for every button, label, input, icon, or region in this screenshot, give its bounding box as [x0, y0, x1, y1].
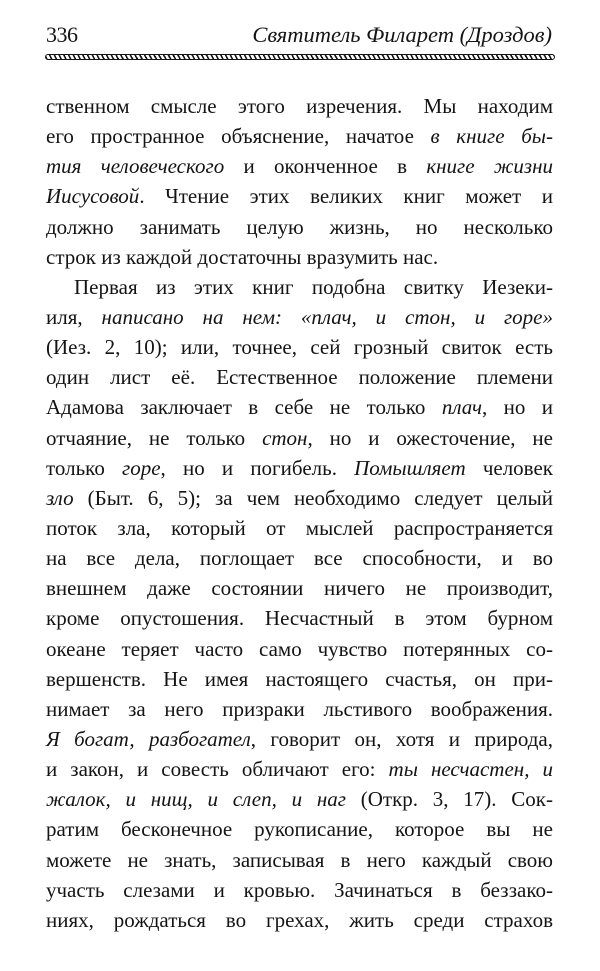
- text-line: [46, 905, 553, 935]
- text-span: ратим бесконечное рукописание, которое вы не: [46, 817, 553, 842]
- italic-text-span: ты несчастен, и: [388, 757, 553, 782]
- text-span: можете не знать, записывая в него каждый свою: [46, 847, 553, 872]
- text-line: [46, 513, 553, 543]
- text-line: [46, 483, 553, 513]
- text-span: , но и: [481, 395, 553, 420]
- text-span: (Быт. 6, 5); за чем необходимо следует целый: [73, 485, 553, 510]
- text-span: Адамова заключает в себе не только: [46, 395, 442, 420]
- italic-text-span: Иисусовой: [46, 184, 140, 209]
- running-head: Святитель Филарет (Дроздов): [252, 22, 552, 47]
- text-line: [46, 362, 553, 392]
- text-span: ниях, рождаться во грехах, жить среди страхов: [46, 907, 553, 932]
- text-span: и закон, и совесть обличают его:: [46, 757, 389, 782]
- text-span: человек: [465, 455, 553, 480]
- text-line: [46, 332, 553, 362]
- text-span: его пространное объяснение, начатое: [46, 124, 431, 149]
- text-line-paragraph-start: [46, 272, 553, 302]
- italic-text-span: книге жизни: [426, 154, 553, 179]
- italic-text-span: горе: [122, 455, 161, 480]
- text-line: [46, 121, 553, 151]
- text-span: Первая из этих книг подобна свитку Иезеки-: [74, 274, 553, 299]
- text-span: нимает за него призраки льстивого воображения.: [46, 696, 553, 721]
- italic-text-span: тия человеческого: [46, 154, 225, 179]
- text-span: вершенств. Не имея настоящего счастья, он при-: [46, 666, 553, 691]
- header-rule: [45, 54, 555, 60]
- text-line: [46, 603, 553, 633]
- text-line: [46, 724, 553, 754]
- text-span: поток зла, который от мыслей распространяется: [46, 515, 553, 540]
- text-line: [46, 181, 553, 211]
- italic-text-span: Я богат, разбогател: [46, 726, 251, 751]
- italic-text-span: жалок, и нищ, и слеп, и наг: [46, 787, 346, 812]
- text-line: [46, 302, 553, 332]
- text-span: , но и погибель.: [160, 455, 355, 480]
- text-span: , но и ожесточение, не: [307, 425, 553, 450]
- text-line: [46, 694, 553, 724]
- text-line: [46, 784, 553, 814]
- text-span: отчаяние, не только: [46, 425, 263, 450]
- text-line: [46, 212, 553, 242]
- text-line: [46, 151, 553, 181]
- text-span: должно занимать целую жизнь, но несколько: [46, 214, 553, 239]
- text-span: (Откр. 3, 17). Сок-: [345, 787, 553, 812]
- text-span: только: [46, 455, 123, 480]
- text-line-paragraph-end: [46, 242, 553, 272]
- text-span: ственном смысле этого изречения. Мы находим: [46, 94, 553, 118]
- text-span: один лист её. Естественное положение племени: [46, 365, 553, 390]
- text-span: строк из каждой достаточны вразумить нас.: [46, 244, 439, 269]
- text-line: [46, 392, 553, 422]
- italic-text-span: написано на нем: «плач, и стон, и горе»: [101, 304, 553, 329]
- text-line: [46, 453, 553, 483]
- text-span: внешнем даже состоянии ничего не производит,: [46, 576, 553, 601]
- italic-text-span: стон: [262, 425, 308, 450]
- text-span: , говорит он, хотя и природа,: [250, 726, 553, 751]
- text-span: кроме опустошения. Несчастный в этом бурном: [46, 606, 553, 631]
- text-span: . Чтение этих великих книг может и: [139, 184, 553, 209]
- text-line: [46, 845, 553, 875]
- text-span: на все дела, поглощает все способности, и во: [46, 546, 553, 571]
- text-span: и оконченное в: [224, 154, 427, 179]
- text-line: [46, 573, 553, 603]
- text-line: [46, 875, 553, 905]
- italic-text-span: плач: [441, 395, 482, 420]
- text-span: иля,: [46, 304, 102, 329]
- text-line: [46, 91, 553, 121]
- text-line: [46, 423, 553, 453]
- italic-text-span: зло: [46, 485, 74, 510]
- italic-text-span: в книге бы-: [430, 124, 553, 149]
- text-line: [46, 543, 553, 573]
- text-line: [46, 754, 553, 784]
- text-span: участь слезами и кровью. Зачинаться в беззако-: [46, 877, 553, 902]
- italic-text-span: Помышляет: [354, 455, 466, 480]
- text-line: [46, 664, 553, 694]
- page-number: 336: [46, 22, 78, 47]
- body-text: [46, 91, 553, 935]
- text-span: (Иез. 2, 10); или, точнее, сей грозный свиток есть: [46, 335, 553, 360]
- text-line: [46, 814, 553, 844]
- text-line: [46, 634, 553, 664]
- text-span: океане теряет часто само чувство потерянных со-: [46, 636, 553, 661]
